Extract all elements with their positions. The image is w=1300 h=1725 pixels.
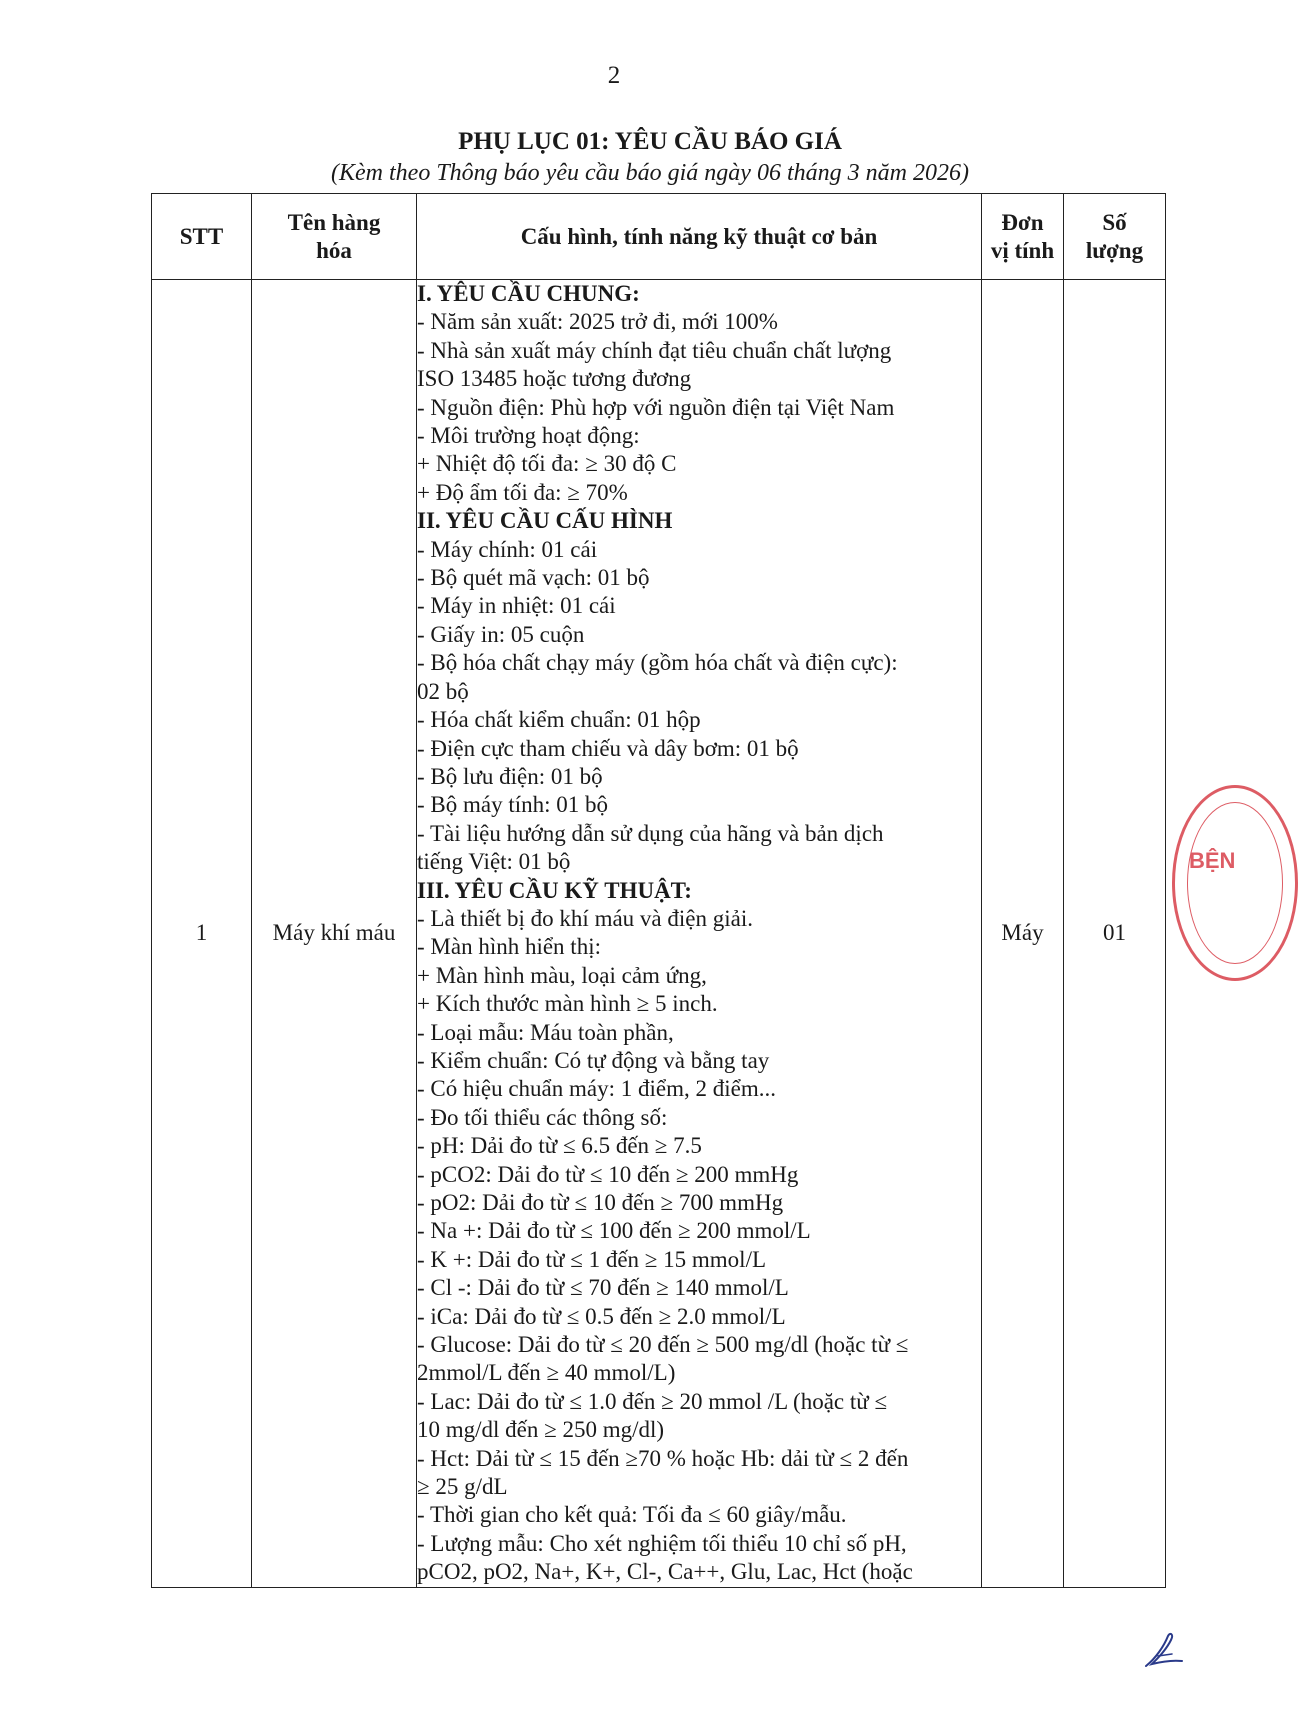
cell-ten-hang-hoa: Máy khí máu bbox=[252, 280, 417, 1588]
page-title: PHỤ LỤC 01: YÊU CẦU BÁO GIÁ bbox=[458, 128, 842, 155]
spec-line: 10 mg/dl đến ≥ 250 mg/dl) bbox=[417, 1417, 665, 1443]
spec-line: - Bộ quét mã vạch: 01 bộ bbox=[417, 565, 650, 591]
spec-line: tiếng Việt: 01 bộ bbox=[417, 849, 571, 875]
header-cau-hinh: Cấu hình, tính năng kỹ thuật cơ bản bbox=[417, 194, 982, 280]
header-so-luong: Số lượng bbox=[1064, 194, 1166, 280]
spec-line: + Độ ẩm tối đa: ≥ 70% bbox=[417, 479, 628, 505]
stamp-inner-ring bbox=[1187, 802, 1283, 964]
spec-line: - Đo tối thiểu các thông số: bbox=[417, 1104, 668, 1130]
spec-line: + Kích thước màn hình ≥ 5 inch. bbox=[417, 991, 718, 1017]
cell-don-vi-tinh: Máy bbox=[982, 280, 1064, 1588]
spec-line: - pCO2: Dải đo từ ≤ 10 đến ≥ 200 mmHg bbox=[417, 1161, 799, 1187]
page-subtitle: (Kèm theo Thông báo yêu cầu báo giá ngày 06 tháng 3 năm 2026) bbox=[331, 160, 969, 186]
table-header-row bbox=[152, 194, 1166, 280]
spec-line: - Môi trường hoạt động: bbox=[417, 423, 640, 449]
spec-line: - Na +: Dải đo từ ≤ 100 đến ≥ 200 mmol/L bbox=[417, 1218, 811, 1244]
red-stamp bbox=[1172, 785, 1298, 981]
table-row bbox=[152, 280, 1166, 1588]
spec-line: - Bộ máy tính: 01 bộ bbox=[417, 792, 609, 818]
cell-stt: 1 bbox=[152, 280, 252, 1588]
spec-line: - Máy chính: 01 cái bbox=[417, 536, 598, 562]
header-don-vi-tinh: Đơn vị tính bbox=[982, 194, 1064, 280]
spec-line: - pO2: Dải đo từ ≤ 10 đến ≥ 700 mmHg bbox=[417, 1190, 784, 1215]
stamp-text: BỆN bbox=[1189, 848, 1236, 873]
spec-line: - iCa: Dải đo từ ≤ 0.5 đến ≥ 2.0 mmol/L bbox=[417, 1303, 786, 1329]
spec-line: - Thời gian cho kết quả: Tối đa ≤ 60 giây/mẫu. bbox=[417, 1502, 847, 1528]
spec-line: + Màn hình màu, loại cảm ứng, bbox=[417, 962, 707, 988]
spec-heading: I. YÊU CẦU CHUNG: bbox=[417, 281, 640, 306]
spec-line: 2mmol/L đến ≥ 40 mmol/L) bbox=[417, 1360, 676, 1386]
spec-line: - Bộ lưu điện: 01 bộ bbox=[417, 763, 603, 789]
spec-line: - Kiểm chuẩn: Có tự động và bằng tay bbox=[417, 1047, 770, 1073]
spec-line: - Glucose: Dải đo từ ≤ 20 đến ≥ 500 mg/dl (hoặc từ ≤ bbox=[417, 1332, 909, 1358]
spec-line: - Hóa chất kiểm chuẩn: 01 hộp bbox=[417, 707, 701, 733]
spec-line: - Bộ hóa chất chạy máy (gồm hóa chất và điện cực): bbox=[417, 650, 898, 676]
spec-line: - Điện cực tham chiếu và dây bơm: 01 bộ bbox=[417, 735, 799, 761]
cell-so-luong: 01 bbox=[1064, 280, 1166, 1588]
spec-heading: III. YÊU CẦU KỸ THUẬT: bbox=[417, 877, 692, 903]
spec-heading: II. YÊU CẦU CẤU HÌNH bbox=[417, 508, 673, 534]
quote-table bbox=[151, 193, 1166, 1588]
spec-list bbox=[417, 280, 981, 1587]
spec-line: - Nhà sản xuất máy chính đạt tiêu chuẩn chất lượng bbox=[417, 337, 892, 363]
spec-line: - Có hiệu chuẩn máy: 1 điểm, 2 điểm... bbox=[417, 1076, 776, 1102]
signature-mark bbox=[1138, 1628, 1188, 1673]
cell-spec bbox=[417, 280, 982, 1588]
spec-line: - Tài liệu hướng dẫn sử dụng của hãng và bản dịch bbox=[417, 820, 884, 846]
spec-line: 02 bộ bbox=[417, 678, 469, 704]
spec-line: - Giấy in: 05 cuộn bbox=[417, 621, 585, 647]
spec-line: - Màn hình hiển thị: bbox=[417, 934, 601, 960]
spec-line: + Nhiệt độ tối đa: ≥ 30 độ C bbox=[417, 451, 677, 477]
spec-line: ISO 13485 hoặc tương đương bbox=[417, 366, 692, 392]
spec-line: - Nguồn điện: Phù hợp với nguồn điện tại Việt Nam bbox=[417, 394, 895, 420]
spec-line: - Máy in nhiệt: 01 cái bbox=[417, 593, 616, 619]
spec-line: - Cl -: Dải đo từ ≤ 70 đến ≥ 140 mmol/L bbox=[417, 1275, 789, 1301]
spec-line: pCO2, pO2, Na+, K+, Cl-, Ca++, Glu, Lac, Hct (hoặc bbox=[417, 1559, 913, 1585]
spec-line: ≥ 25 g/dL bbox=[417, 1474, 508, 1500]
header-stt: STT bbox=[152, 194, 252, 280]
spec-line: - Là thiết bị đo khí máu và điện giải. bbox=[417, 905, 753, 931]
spec-line: - Lac: Dải đo từ ≤ 1.0 đến ≥ 20 mmol /L (hoặc từ ≤ bbox=[417, 1388, 888, 1414]
spec-line: - Năm sản xuất: 2025 trở đi, mới 100% bbox=[417, 309, 778, 335]
spec-line: - Hct: Dải từ ≤ 15 đến ≥70 % hoặc Hb: dải từ ≤ 2 đến bbox=[417, 1445, 909, 1471]
spec-line: - Lượng mẫu: Cho xét nghiệm tối thiểu 10 chỉ số pH, bbox=[417, 1530, 907, 1556]
page-number: 2 bbox=[607, 62, 621, 89]
spec-line: - pH: Dải đo từ ≤ 6.5 đến ≥ 7.5 bbox=[417, 1133, 702, 1159]
header-ten-hang-hoa: Tên hàng hóa bbox=[252, 194, 417, 280]
spec-line: - Loại mẫu: Máu toàn phần, bbox=[417, 1019, 674, 1045]
spec-line: - K +: Dải đo từ ≤ 1 đến ≥ 15 mmol/L bbox=[417, 1246, 767, 1272]
